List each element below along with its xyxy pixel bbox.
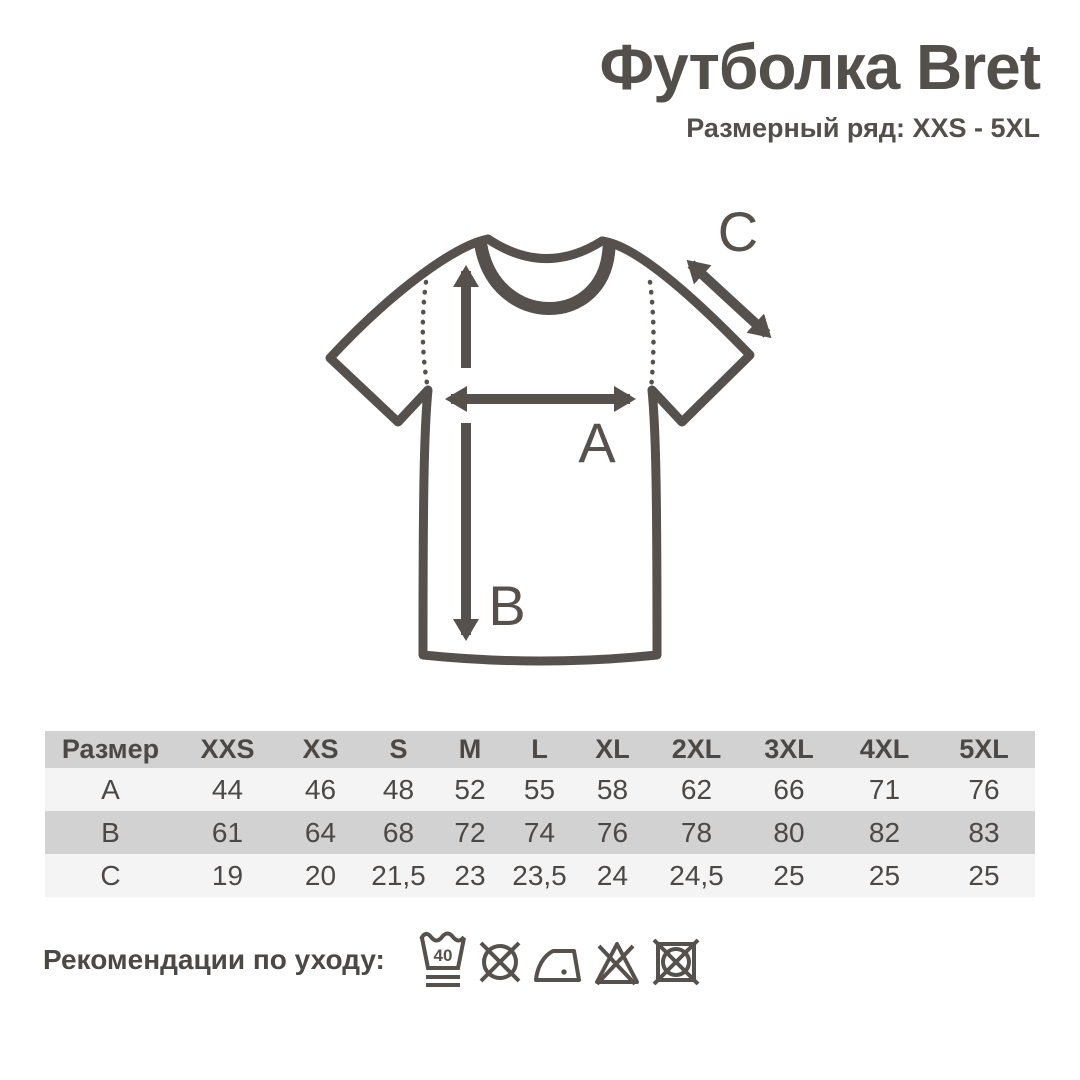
measure-row-label: C [45, 854, 176, 897]
size-table-row [45, 811, 1035, 854]
header [599, 31, 1040, 144]
sleeve-arrow [691, 264, 767, 334]
care-recommendations [43, 928, 701, 992]
do-not-dry-clean-icon [476, 928, 524, 992]
size-value-cell: 52 [435, 768, 505, 811]
size-value-cell: 66 [742, 768, 836, 811]
size-column-header: XS [279, 731, 362, 768]
size-column-header: 2XL [651, 731, 742, 768]
size-value-cell: 19 [176, 854, 279, 897]
size-value-cell: 82 [836, 811, 933, 854]
measure-label-c: C [717, 200, 759, 263]
size-column-header: XXS [176, 731, 279, 768]
product-title: Футболка Bret [599, 31, 1040, 103]
size-value-cell: 24 [574, 854, 651, 897]
left-seam-dotted [423, 282, 428, 389]
tshirt-diagram-svg [300, 185, 800, 685]
size-value-cell: 44 [176, 768, 279, 811]
measure-label-b: B [488, 574, 526, 637]
size-value-cell: 71 [836, 768, 933, 811]
wash-temperature: 40 [433, 946, 453, 965]
size-value-cell: 58 [574, 768, 651, 811]
size-value-cell: 20 [279, 854, 362, 897]
size-table-body [45, 768, 1035, 897]
size-value-cell: 78 [651, 811, 742, 854]
size-value-cell: 23,5 [505, 854, 574, 897]
size-column-header: XL [574, 731, 651, 768]
size-value-cell: 83 [933, 811, 1035, 854]
size-value-cell: 76 [933, 768, 1035, 811]
do-not-bleach-icon [592, 928, 642, 992]
size-table [45, 731, 1035, 897]
collar-outer-edge [488, 239, 602, 259]
size-value-cell: 25 [933, 854, 1035, 897]
measure-row-label: B [45, 811, 176, 854]
iron-one-dot-icon [533, 928, 583, 992]
size-value-cell: 64 [279, 811, 362, 854]
size-range-subtitle: Размерный ряд: XXS - 5XL [686, 113, 1040, 144]
care-icons [419, 928, 701, 992]
size-value-cell: 76 [574, 811, 651, 854]
size-column-header: 3XL [742, 731, 836, 768]
size-table-head [45, 731, 1035, 768]
do-not-tumble-dry-icon [651, 928, 701, 992]
size-value-cell: 74 [505, 811, 574, 854]
size-value-cell: 68 [362, 811, 435, 854]
tshirt-measurement-diagram [300, 185, 800, 685]
size-column-header: 5XL [933, 731, 1035, 768]
size-column-header: 4XL [836, 731, 933, 768]
size-table-row [45, 854, 1035, 897]
size-table-row [45, 768, 1035, 811]
size-value-cell: 46 [279, 768, 362, 811]
size-column-header: L [505, 731, 574, 768]
right-seam-dotted [650, 282, 654, 389]
size-value-cell: 80 [742, 811, 836, 854]
size-value-cell: 48 [362, 768, 435, 811]
wash-40-icon [419, 928, 467, 992]
size-column-header: S [362, 731, 435, 768]
size-value-cell: 61 [176, 811, 279, 854]
size-value-cell: 21,5 [362, 854, 435, 897]
size-column-header: M [435, 731, 505, 768]
size-table-header-row [45, 731, 1035, 768]
size-value-cell: 23 [435, 854, 505, 897]
size-value-cell: 24,5 [651, 854, 742, 897]
size-value-cell: 72 [435, 811, 505, 854]
size-value-cell: 62 [651, 768, 742, 811]
care-label: Рекомендации по уходу: [43, 944, 385, 975]
size-table-corner-header: Размер [45, 731, 176, 768]
size-value-cell: 25 [836, 854, 933, 897]
size-value-cell: 25 [742, 854, 836, 897]
measure-label-a: A [578, 411, 616, 474]
size-value-cell: 55 [505, 768, 574, 811]
measure-row-label: A [45, 768, 176, 811]
